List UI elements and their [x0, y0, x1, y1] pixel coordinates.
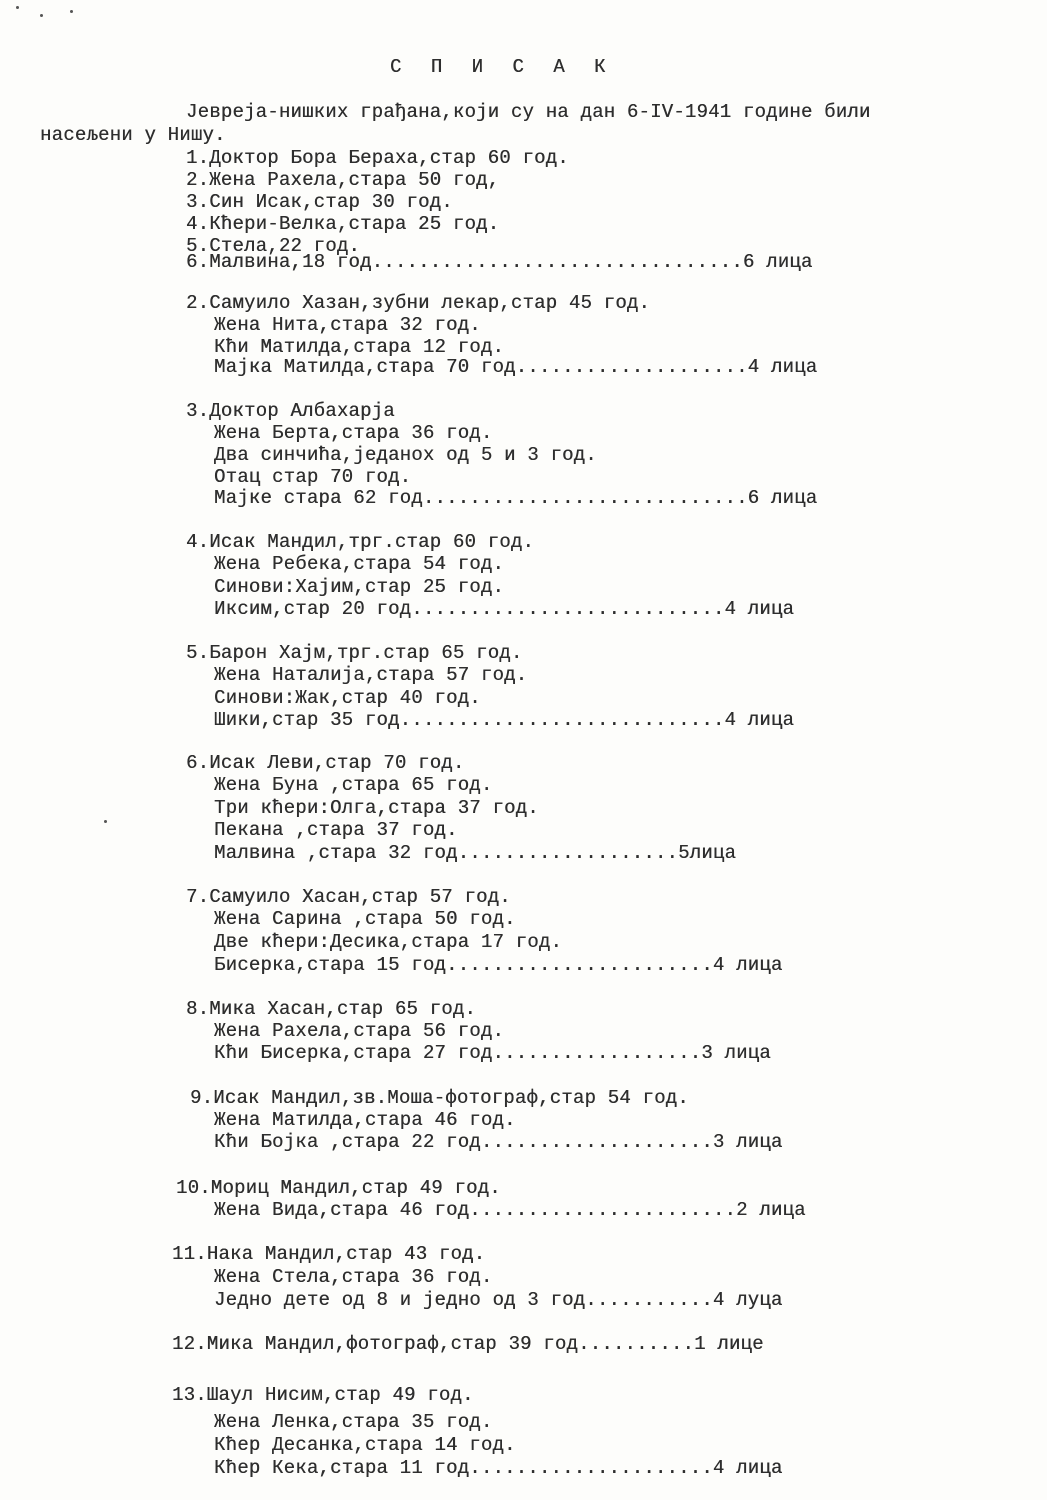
list-line: 3.Син Исак,стар 30 год. [186, 191, 453, 213]
list-line: 7.Самуило Хасан,стар 57 год. [186, 886, 511, 908]
intro-line-1: Јевреја-нишких грађана,који су на дан 6-IV-1941 године били [186, 101, 871, 123]
list-line: 3.Доктор Албахарја [186, 400, 395, 422]
list-line: Пекана ,стара 37 год. [214, 819, 458, 841]
list-line: 5.Барон Хајм,трг.стар 65 год. [186, 642, 523, 664]
list-line: Кћер Десанка,стара 14 год. [214, 1434, 516, 1456]
list-line: Отац стар 70 год. [214, 466, 412, 488]
list-line: Жена Ребека,стара 54 год. [214, 553, 505, 575]
list-line: Жена Матилда,стара 46 год. [214, 1109, 516, 1131]
list-line: Жена Нита,стара 32 год. [214, 314, 481, 336]
list-line: Жена Ленка,стара 35 год. [214, 1411, 493, 1433]
list-line: 11.Нака Мандил,стар 43 год. [172, 1243, 486, 1265]
list-line: Жена Сарина ,стара 50 год. [214, 908, 516, 930]
list-line: Кћи Бојка ,стара 22 год....................3 лица [214, 1131, 783, 1153]
list-line: 2.Самуило Хазан,зубни лекар,стар 45 год. [186, 292, 651, 314]
list-line: Малвина ,стара 32 год...................5лица [214, 842, 737, 864]
ink-speck [40, 14, 43, 17]
list-line: 6.Исак Леви,стар 70 год. [186, 752, 465, 774]
list-line: Синови:Жак,стар 40 год. [214, 687, 481, 709]
ink-speck [70, 10, 73, 13]
ink-speck [104, 820, 107, 823]
list-line: Две кћери:Десика,стара 17 год. [214, 931, 563, 953]
list-line: Мајка Матилда,стара 70 год....................4 лица [214, 356, 818, 378]
list-line: Кћи Матилда,стара 12 год. [214, 336, 505, 358]
list-line: 13.Шаул Нисим,стар 49 год. [172, 1384, 474, 1406]
list-line: 2.Жена Рахела,стара 50 год, [186, 169, 500, 191]
list-line: 10.Мориц Мандил,стар 49 год. [176, 1177, 501, 1199]
list-line: Шики,стар 35 год............................4 лица [214, 709, 795, 731]
list-line: 5.Стела,22 год. [186, 235, 361, 257]
list-line: 4.Кћери-Велка,стара 25 год. [186, 213, 500, 235]
list-line: Жена Берта,стара 36 год. [214, 422, 493, 444]
list-line: Иксим,стар 20 год...........................4 лица [214, 598, 795, 620]
list-line: Жена Вида,стара 46 год.......................2 лица [214, 1199, 806, 1221]
list-line: 12.Мика Мандил,фотограф,стар 39 год..........1 лице [172, 1333, 764, 1355]
list-line: Бисерка,стара 15 год.......................4 лица [214, 954, 783, 976]
document-title: С П И С А К [390, 56, 615, 78]
list-line: Кћи Бисерка,стара 27 год..................3 лица [214, 1042, 771, 1064]
list-line: Жена Буна ,стара 65 год. [214, 774, 493, 796]
list-line: 8.Мика Хасан,стар 65 год. [186, 998, 477, 1020]
list-line: Два синчића,једанох од 5 и 3 год. [214, 444, 597, 466]
list-line: 9.Исак Мандил,зв.Моша-фотограф,стар 54 год. [190, 1087, 689, 1109]
list-line: Синови:Хајим,стар 25 год. [214, 576, 505, 598]
list-line: Жена Наталија,стара 57 год. [214, 664, 528, 686]
intro-line-2: насељени у Нишу. [40, 124, 226, 146]
list-line: Жена Стела,стара 36 год. [214, 1266, 493, 1288]
list-line: 4.Исак Мандил,трг.стар 60 год. [186, 531, 535, 553]
ink-speck [16, 6, 19, 9]
list-line: Мајке стара 62 год............................6 лица [214, 487, 818, 509]
list-line: 1.Доктор Бора Бераха,стар 60 год. [186, 147, 569, 169]
list-line: 6.Малвина,18 год................................6 лица [186, 251, 813, 273]
list-line: Три кћери:Олга,стара 37 год. [214, 797, 539, 819]
list-line: Једно дете од 8 и једно од 3 год...........4 луца [214, 1289, 783, 1311]
list-line: Жена Рахела,стара 56 год. [214, 1020, 505, 1042]
list-line: Кћер Кека,стара 11 год.....................4 лица [214, 1457, 783, 1479]
